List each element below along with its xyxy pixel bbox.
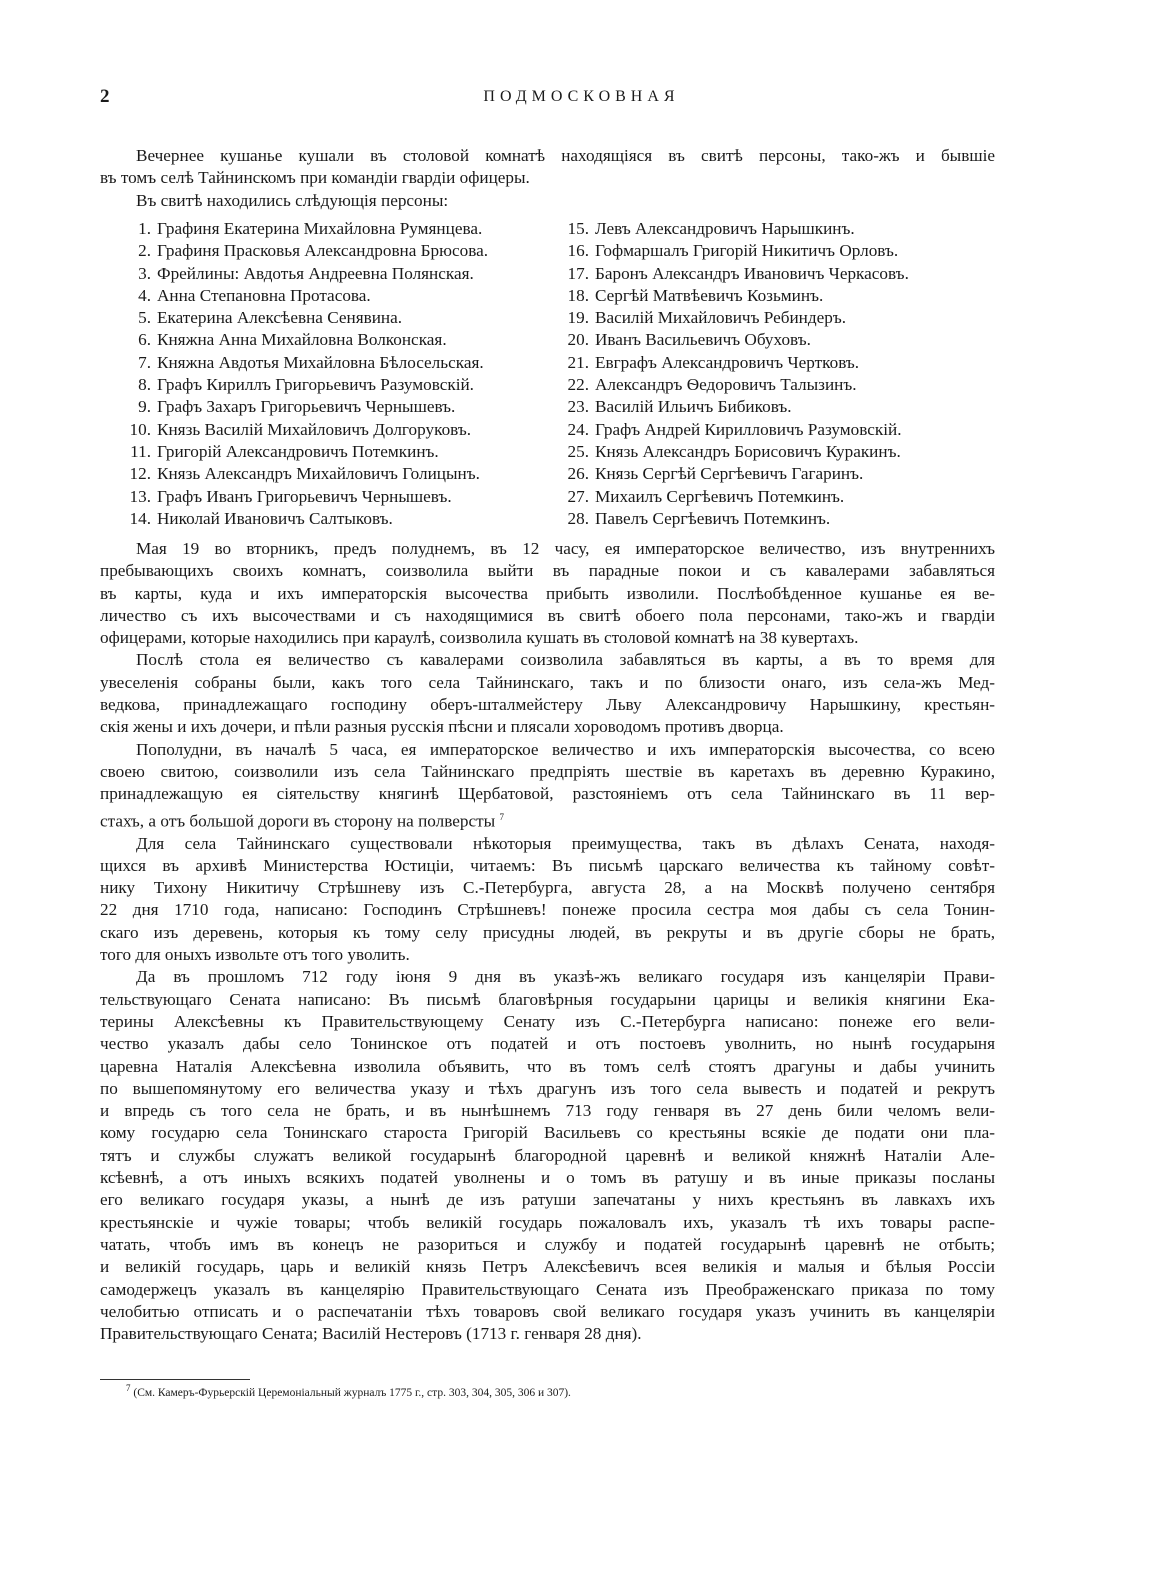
item-number: 4. xyxy=(138,285,151,305)
item-number: 14. xyxy=(129,508,151,528)
text-line: Въ свитѣ находились слѣдующія персоны: xyxy=(136,190,449,210)
list-item xyxy=(115,352,488,374)
list-item xyxy=(115,486,488,508)
paragraph xyxy=(100,538,995,649)
item-number: 12. xyxy=(129,464,151,484)
text-line: тельствующаго Сената написано: Въ письмѣ благовѣрныя государыни царицы и великія княгини Ека- xyxy=(100,989,995,1009)
list-item xyxy=(553,419,909,441)
item-number: 15. xyxy=(567,219,589,238)
item-number: 3. xyxy=(138,263,151,283)
text-line: своею свитою, соизволили изъ села Тайнинскаго предпріять шествіе въ каретахъ въ деревню Куракино, xyxy=(100,761,995,781)
text-line: скія жены и ихъ дочери, и пѣли разныя русскія пѣсни и плясали хороводомъ противъ дворца. xyxy=(100,717,784,737)
paragraph xyxy=(100,833,995,967)
item-number: 27. xyxy=(567,486,589,506)
text-line: самодержецъ указалъ въ канцелярію Правительствующаго Сената изъ Преображенскаго приказа по тому xyxy=(100,1279,995,1299)
item-name: Павелъ Сергѣевичъ Потемкинъ. xyxy=(595,508,831,528)
paragraph xyxy=(100,190,995,212)
retinue-list-right xyxy=(553,218,909,530)
item-name: Баронъ Александръ Ивановичъ Черкасовъ. xyxy=(595,263,909,283)
text-line: и впредь съ того села не брать, и въ нынѣшнемъ 713 году генваря въ 27 день били челомъ вели- xyxy=(100,1101,995,1121)
text-line: чатать, чтобъ имъ въ конецъ не разориться и службу и податей государынѣ царевнѣ не отбыть; xyxy=(100,1234,995,1254)
item-number: 25. xyxy=(567,441,589,461)
list-item xyxy=(553,263,909,285)
item-name: Графъ Кириллъ Григорьевичъ Разумовскій. xyxy=(157,375,474,395)
item-number: 24. xyxy=(567,419,589,439)
item-number: 2. xyxy=(138,241,151,261)
item-number: 18. xyxy=(567,285,589,305)
item-name: Фрейлины: Авдотья Андреевна Полянская. xyxy=(157,263,474,283)
item-number: 19. xyxy=(567,308,589,328)
paragraph xyxy=(100,145,995,190)
item-name: Василій Михайловичъ Ребиндеръ. xyxy=(595,308,847,328)
list-item xyxy=(115,218,488,240)
text-line: увеселенія собраны были, какъ того села Тайнинскаго, такъ и по близости онаго, изъ села-жъ Мед- xyxy=(100,672,995,692)
text-line: нику Тихону Никитичу Стрѣшневу изъ С.-Петербурга, августа 28, а на Москвѣ получено сентября xyxy=(100,878,995,898)
item-number: 28. xyxy=(567,508,589,528)
text-line: тятъ и службы служатъ великой государынѣ благородной царевнѣ и великой княжнѣ Наталіи Але- xyxy=(100,1145,995,1165)
text-line: Пополудни, въ началѣ 5 часа, ея императорское величество и ихъ императорскія высочества, со всею xyxy=(136,739,995,759)
item-name: Графъ Иванъ Григорьевичъ Чернышевъ. xyxy=(157,486,452,506)
item-name: Николай Ивановичъ Салтыковъ. xyxy=(157,508,393,528)
text-line: принадлежащую ея сіятельству княгинѣ Щербатовой, разстояніемъ отъ села Тайнинскаго въ 11 вер- xyxy=(100,784,995,804)
item-name: Графъ Андрей Кирилловичъ Разумовскій. xyxy=(595,419,902,439)
item-name: Княжна Анна Михайловна Волконская. xyxy=(157,330,447,350)
retinue-list-left xyxy=(115,218,488,530)
text-line: Да въ прошломъ 712 году іюня 9 дня въ указѣ-жъ великаго государя изъ канцеляріи Прави- xyxy=(136,967,995,987)
item-name: Анна Степановна Протасова. xyxy=(157,285,371,305)
text-line: офицерами, которые находились при караулѣ, соизволила кушать въ столовой комнатѣ на 38 кувертахъ. xyxy=(100,628,859,648)
item-name: Князь Александръ Борисовичъ Куракинъ. xyxy=(595,441,901,461)
text-line: Правительствующаго Сената; Василій Нестеровъ (1713 г. генваря 28 дня). xyxy=(100,1324,642,1344)
list-item xyxy=(115,240,488,262)
item-number: 13. xyxy=(129,486,151,506)
item-number: 16. xyxy=(567,241,589,261)
item-name: Иванъ Васильевичъ Обуховъ. xyxy=(595,330,811,350)
text-line: 22 дня 1710 года, написано: Господинъ Стрѣшневъ! понеже просила сестра моя дабы съ села Тонин- xyxy=(100,900,995,920)
footnote-ref: 7 xyxy=(499,811,504,822)
text-line: чество указалъ дабы село Тонинское отъ податей и отъ постоевъ уволнить, но нынѣ государыня xyxy=(100,1034,995,1054)
item-number: 1. xyxy=(138,219,151,238)
item-name: Василій Ильичъ Бибиковъ. xyxy=(595,397,792,417)
list-item xyxy=(115,419,488,441)
text-line: Послѣ стола ея величество съ кавалерами соизволила забавляться въ карты, а въ то время для xyxy=(136,650,995,670)
item-name: Екатерина Алексѣевна Сенявина. xyxy=(157,308,403,328)
text-line-content: стахъ, а отъ большой дороги въ сторону на полверсты xyxy=(100,811,496,831)
text-line: царевна Наталія Алексѣевна изволила объявить, что въ томъ селѣ стоятъ драгуны и дабы учинить xyxy=(100,1056,995,1076)
list-item xyxy=(115,263,488,285)
item-name: Александръ Ѳедоровичъ Талызинъ. xyxy=(595,375,857,395)
text-line: кому государю села Тонинскаго староста Григорій Васильевъ со крестьяны всякіе де подати они пла- xyxy=(100,1123,995,1143)
text-line: челобитью отписать и о распечатаніи тѣхъ товаровъ свой великаго государя указъ учинить въ канцеляріи xyxy=(100,1301,995,1321)
item-number: 5. xyxy=(138,308,151,328)
text-line: Для села Тайнинскаго существовали нѣкоторыя преимущества, такъ въ дѣлахъ Сената, находя- xyxy=(136,833,995,853)
item-number: 9. xyxy=(138,397,151,417)
paragraph xyxy=(100,739,995,833)
intro-text xyxy=(100,145,995,212)
item-name: Графиня Прасковья Александровна Брюсова. xyxy=(157,241,489,261)
text-line: личество съ ихъ высочествами и съ находящимися въ свитѣ обоего пола персонами, тако-жъ и гвардіи xyxy=(100,605,995,625)
paragraph xyxy=(100,966,995,1345)
list-item xyxy=(553,307,909,329)
item-name: Сергѣй Матвѣевичъ Козьминъ. xyxy=(595,285,824,305)
item-name: Княжна Авдотья Михайловна Бѣлосельская. xyxy=(157,352,484,372)
body-text xyxy=(100,538,995,1345)
list-item xyxy=(553,374,909,396)
list-item xyxy=(115,463,488,485)
list-item xyxy=(115,307,488,329)
list-item xyxy=(553,441,909,463)
list-item xyxy=(553,396,909,418)
item-number: 21. xyxy=(567,352,589,372)
paragraph xyxy=(100,649,995,738)
item-name: Михаилъ Сергѣевичъ Потемкинъ. xyxy=(595,486,845,506)
list-item xyxy=(553,508,909,530)
text-line: ксѣевнѣ, а отъ иныхъ всякихъ податей уволнены и о томъ въ ратушу и въ иные приказы посланы xyxy=(100,1168,995,1188)
item-number: 6. xyxy=(138,330,151,350)
footnote-mark: 7 xyxy=(126,1383,131,1393)
list-item xyxy=(553,486,909,508)
item-name: Левъ Александровичъ Нарышкинъ. xyxy=(595,219,855,238)
text-line: крестьянскіе и чужіе товары; чтобъ великій государь пожаловалъ ихъ, указалъ тѣ ихъ товары распе- xyxy=(100,1212,995,1232)
list-item xyxy=(553,240,909,262)
item-number: 23. xyxy=(567,397,589,417)
list-item xyxy=(115,329,488,351)
list-item xyxy=(115,396,488,418)
item-name: Князь Василій Михайловичъ Долгоруковъ. xyxy=(157,419,472,439)
item-name: Гофмаршалъ Григорій Никитичъ Орловъ. xyxy=(595,241,899,261)
list-item xyxy=(553,463,909,485)
item-number: 20. xyxy=(567,330,589,350)
item-name: Графиня Екатерина Михайловна Румянцева. xyxy=(157,219,483,238)
list-item xyxy=(115,441,488,463)
footnote-text: (См. Камеръ-Фурьерскій Церемоніальный журналъ 1775 г., стр. 303, 304, 305, 306 и 307). xyxy=(133,1386,571,1399)
list-item xyxy=(115,374,488,396)
item-number: 26. xyxy=(567,464,589,484)
footnote-rule xyxy=(100,1379,250,1380)
list-item xyxy=(553,218,909,240)
item-number: 7. xyxy=(138,352,151,372)
list-item xyxy=(115,508,488,530)
list-item xyxy=(115,285,488,307)
text-line: ведкова, принадлежащаго господину оберъ-шталмейстеру Льву Александровичу Нарышкину, крестьян- xyxy=(100,695,995,715)
item-number: 11. xyxy=(130,441,151,461)
text-line: его великаго государя указы, а нынѣ де изъ ратуши запечатаны у нихъ крестьянъ въ лавкахъ ихъ xyxy=(100,1190,995,1210)
text-line: скаго изъ деревень, которыя къ тому селу присудны людей, въ рекруты и въ другіе сборы не брать, xyxy=(100,922,995,942)
text-line: въ карты, куда и ихъ императорскія высочества прибыть изволили. Послѣобѣденное кушанье ея ве- xyxy=(100,583,995,603)
text-line: того для оныхъ извольте отъ того уволить. xyxy=(100,945,410,965)
text-line: щихся въ архивѣ Министерства Юстиціи, читаемъ: Въ письмѣ царскаго величества къ тайному совѣт- xyxy=(100,855,995,875)
list-item xyxy=(553,329,909,351)
item-number: 10. xyxy=(129,419,151,439)
item-name: Евграфъ Александровичъ Чертковъ. xyxy=(595,352,860,372)
text-line: терины Алексѣевны къ Правительствующему Сенату изъ С.-Петербурга написано: понеже его вели- xyxy=(100,1011,995,1031)
footnote xyxy=(126,1383,571,1399)
text-line: Вечернее кушанье кушали въ столовой комнатѣ находящіяся въ свитѣ персоны, тако-жъ и бывшіе xyxy=(136,146,995,165)
text-line: въ томъ селѣ Тайнинскомъ при командіи гвардіи офицеры. xyxy=(100,168,530,188)
text-line: Мая 19 во вторникъ, предъ полуднемъ, въ 12 часу, ея императорское величество, изъ внутреннихъ xyxy=(136,539,995,558)
item-name: Князь Сергѣй Сергѣевичъ Гагаринъ. xyxy=(595,464,864,484)
item-number: 8. xyxy=(138,375,151,395)
text-line: и великій государь, царь и великій князь Петръ Алексѣевичъ всея великія и малыя и бѣлыя Россіи xyxy=(100,1257,995,1277)
text-line xyxy=(100,806,995,833)
text-line: по вышепомянутому его величества указу и тѣхъ драгунъ изъ того села вывесть и податей и рекрутъ xyxy=(100,1078,995,1098)
list-item xyxy=(553,285,909,307)
page-number: 2 xyxy=(100,86,110,107)
item-name: Графъ Захаръ Григорьевичъ Чернышевъ. xyxy=(157,397,456,417)
item-name: Григорій Александровичъ Потемкинъ. xyxy=(157,441,439,461)
list-item xyxy=(553,352,909,374)
item-name: Князь Александръ Михайловичъ Голицынъ. xyxy=(157,464,480,484)
item-number: 22. xyxy=(567,375,589,395)
item-number: 17. xyxy=(567,263,589,283)
running-title: ПОДМОСКОВНАЯ xyxy=(483,88,680,105)
text-line: пребывающихъ своихъ комнатъ, соизволила выйти въ парадные покои и съ кавалерами забавляться xyxy=(100,561,995,581)
